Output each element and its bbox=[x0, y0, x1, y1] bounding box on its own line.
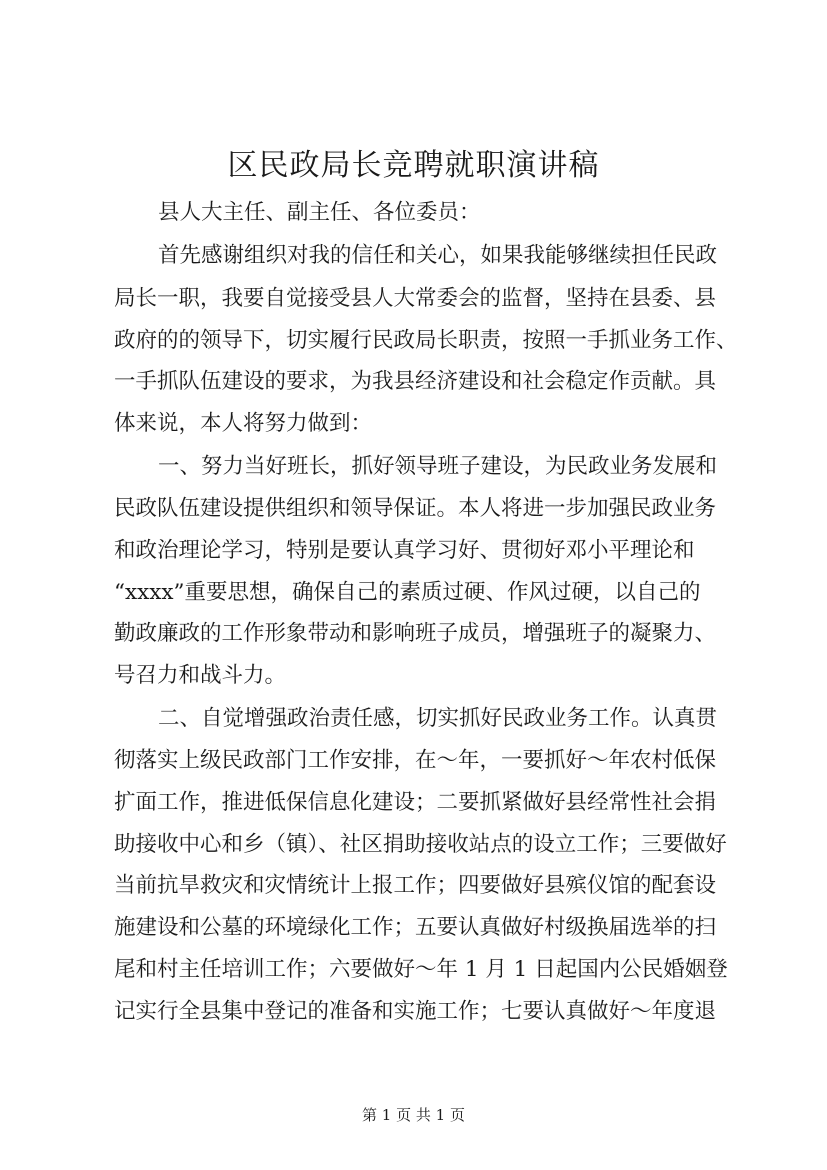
paragraph-line: 扩面工作，推进低保信息化建设；二要抓紧做好县经常性社会捐 bbox=[114, 790, 717, 815]
paragraph-line: 一、努力当好班长，抓好领导班子建设，为民政业务发展和 bbox=[158, 454, 718, 479]
paragraph-line: 勤政廉政的工作形象带动和影响班子成员，增强班子的凝聚力、 bbox=[114, 621, 717, 646]
paragraph-line: 号召力和战斗力。 bbox=[114, 663, 287, 688]
salutation: 县人大主任、副主任、各位委员： bbox=[158, 200, 481, 225]
paragraph-line: “xxxx”重要思想，确保自己的素质过硬、作风过硬，以自己的 bbox=[114, 580, 701, 605]
paragraph-line: 局长一职，我要自觉接受县人大常委会的监督，坚持在县委、县 bbox=[114, 286, 717, 311]
paragraph-line: 助接收中心和乡（镇）、社区捐助接收站点的设立工作；三要做好 bbox=[114, 832, 727, 857]
paragraph-line: 尾和村主任培训工作；六要做好～年 1 月 1 日起国内公民婚姻登 bbox=[114, 957, 728, 982]
document-title: 区民政局长竞聘就职演讲稿 bbox=[227, 148, 600, 183]
paragraph-line: 一手抓队伍建设的要求，为我县经济建设和社会稳定作贡献。具 bbox=[114, 369, 717, 394]
paragraph-line: 当前抗旱救灾和灾情统计上报工作；四要做好县殡仪馆的配套设 bbox=[114, 873, 717, 898]
paragraph-line: 二、自觉增强政治责任感，切实抓好民政业务工作。认真贯 bbox=[158, 706, 718, 731]
paragraph-line: 彻落实上级民政部门工作安排，在～年，一要抓好～年农村低保 bbox=[114, 748, 717, 773]
paragraph-line: 记实行全县集中登记的准备和实施工作；七要认真做好～年度退 bbox=[114, 999, 717, 1024]
paragraph-line: 体来说，本人将努力做到： bbox=[114, 411, 373, 436]
paragraph-line: 首先感谢组织对我的信任和关心，如果我能够继续担任民政 bbox=[158, 243, 718, 268]
paragraph-line: 民政队伍建设提供组织和领导保证。本人将进一步加强民政业务 bbox=[114, 496, 717, 521]
paragraph-line: 施建设和公墓的环境绿化工作；五要认真做好村级换届选举的扫 bbox=[114, 915, 717, 940]
page-number-footer: 第 1 页 共 1 页 bbox=[362, 1106, 465, 1124]
paragraph-line: 和政治理论学习，特别是要认真学习好、贯彻好邓小平理论和 bbox=[114, 538, 695, 563]
paragraph-line: 政府的的领导下，切实履行民政局长职责，按照一手抓业务工作、 bbox=[114, 328, 738, 353]
